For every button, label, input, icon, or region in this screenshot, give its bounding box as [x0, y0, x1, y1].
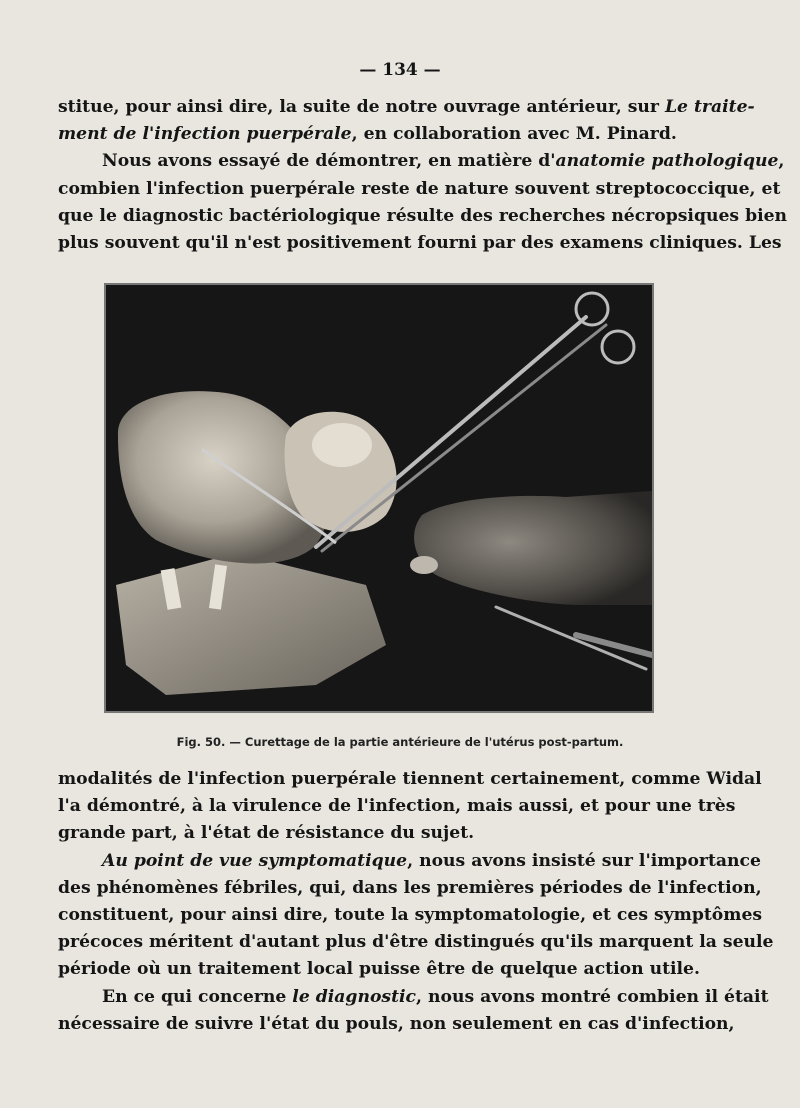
italic-text: ment de l'infection puerpérale	[58, 124, 352, 145]
text-segment: ,	[778, 151, 785, 172]
top-text	[58, 94, 788, 257]
text-line	[58, 1011, 735, 1038]
text-line	[58, 230, 782, 257]
text-line	[58, 820, 704, 847]
text-line	[58, 766, 762, 793]
text-line	[58, 929, 774, 956]
text-segment: des phénomènes fébriles, qui, dans les premières périodes de l'infection,	[58, 877, 762, 898]
text-segment: combien l'infection puerpérale reste de nature souvent streptococcique, et	[58, 178, 781, 199]
text-line	[58, 848, 761, 875]
text-segment: grande part, à l'état de résistance du sujet.	[58, 823, 475, 844]
uterus-curettage-photo	[106, 285, 652, 711]
text-segment: Nous avons essayé de démontrer, en matière d'	[102, 151, 556, 172]
text-segment: , en collaboration avec M. Pinard.	[351, 124, 677, 145]
figure-photograph	[104, 283, 654, 713]
text-segment: En ce qui concerne	[102, 986, 293, 1007]
text-line	[58, 121, 704, 148]
text-line	[58, 984, 769, 1011]
text-segment: , nous avons insisté sur l'importance	[407, 850, 761, 871]
text-segment: l'a démontré, à la virulence de l'infection, mais aussi, et pour une très	[58, 796, 736, 817]
figure-caption: Fig. 50. — Curettage de la partie antérieure de l'utérus post-partum.	[176, 735, 624, 749]
italic-text: Le traite-	[664, 97, 755, 117]
page-number: — 134 —	[359, 60, 441, 80]
text-line	[58, 203, 788, 230]
italic-text: anatomie pathologique	[555, 151, 779, 172]
text-segment: stitue, pour ainsi dire, la suite de notre ouvrage antérieur, sur	[58, 97, 665, 117]
italic-text: le diagnostic	[292, 986, 417, 1007]
bottom-text	[58, 766, 774, 1038]
text-line	[58, 148, 785, 175]
text-segment: période où un traitement local puisse être de quelque action utile.	[58, 959, 700, 980]
text-segment: précoces méritent d'autant plus d'être distingués qu'ils marquent la seule	[58, 932, 774, 953]
text-segment: constituent, pour ainsi dire, toute la symptomatologie, et ces symptômes	[58, 904, 763, 925]
text-segment: plus souvent qu'il n'est positivement fourni par des examens cliniques. Les	[58, 232, 782, 253]
text-segment: nécessaire de suivre l'état du pouls, non seulement en cas d'infection,	[58, 1013, 735, 1034]
text-line	[58, 176, 781, 203]
text-segment: modalités de l'infection puerpérale tiennent certainement, comme Widal	[58, 769, 762, 789]
text-line	[58, 793, 736, 820]
text-line	[58, 875, 762, 902]
text-segment: , nous avons montré combien il était	[416, 986, 769, 1007]
italic-text: Au point de vue symptomatique	[102, 850, 408, 871]
text-line	[58, 94, 755, 121]
text-segment: que le diagnostic bactériologique résulte des recherches nécropsiques bien	[58, 205, 788, 226]
text-line	[58, 956, 704, 983]
text-line	[58, 902, 763, 929]
